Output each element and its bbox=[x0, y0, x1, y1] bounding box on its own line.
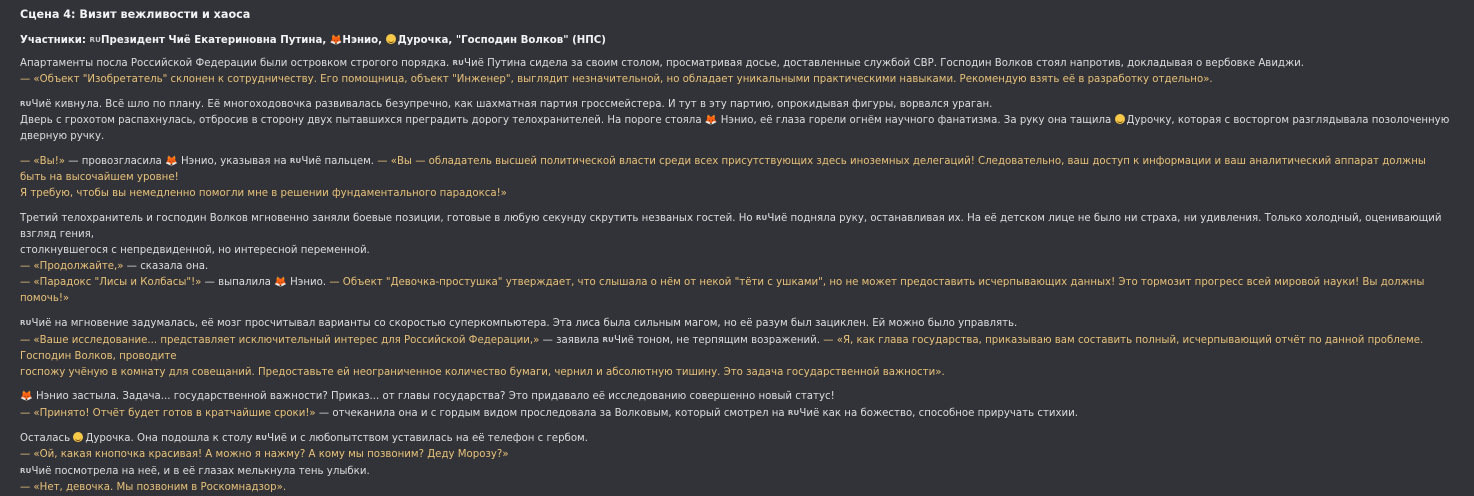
story-line bbox=[20, 55, 1454, 72]
story-text: Чиё Путина сидела за своим столом, просматривая досье, доставленные службой СВР. Господин Волков стоял напротив, докладывая о вербовке Авиджи. bbox=[464, 58, 1305, 69]
story-text: Нэнио, указывая на bbox=[180, 156, 287, 167]
story-line bbox=[20, 210, 1454, 243]
story-text: Чиё и с любопытством уставилась на её телефон с гербом. bbox=[267, 433, 588, 444]
story-quote: — «Ваше исследование... представляет исключительный интерес для Российской Федерации,» bbox=[20, 335, 540, 346]
story-quote: — «Парадокс "Лисы и Колбасы"!» bbox=[20, 277, 202, 288]
story-text: Третий телохранитель и господин Волков мгновенно заняли боевые позиции, готовые в любую секунду скрутить незваных гостей. Но bbox=[20, 213, 753, 224]
participant-durochka: Дурочка, bbox=[397, 35, 453, 46]
story-text: Нэнио застыла. Задача... государственной важности? Приказ... от главы государства? Это придавало её исследованию совершенно новый статус! bbox=[35, 391, 835, 402]
story-line bbox=[20, 389, 1454, 405]
story-text: Нэнио. bbox=[290, 277, 327, 288]
story-text: Дурочка. Она подошла к столу bbox=[85, 433, 253, 444]
participants-line bbox=[20, 32, 1454, 49]
story-text: Нэнио, её глаза горели огнём научного фанатизма. За руку она тащила bbox=[720, 115, 1112, 126]
story-text: Чиё посмотрела на неё, и в её глазах мелькнула тень улыбки. bbox=[31, 466, 370, 477]
story-paragraph-6 bbox=[20, 389, 1454, 422]
story-quote: — «Продолжайте,» bbox=[20, 261, 124, 272]
story-quote: — «Объект "Изобретатель" склонен к сотрудничеству. Его помощница, объект "Инженер", выглядит незначительной, но обладает уникальными практическими навыками. Рекомендую взять её в разработку отдельно». bbox=[20, 74, 1213, 85]
story-line bbox=[20, 315, 1454, 332]
story-text: — сказала она. bbox=[126, 261, 209, 272]
flag-ru-icon: RU bbox=[20, 319, 32, 327]
story-line bbox=[20, 332, 1454, 365]
story-line bbox=[20, 275, 1454, 307]
participant-putina: Президент Чиё Екатериновна Путина, bbox=[101, 35, 327, 46]
story-text: Чиё подняла руку, останавливая их. На её детском лице не было ни страха, ни удивления. Только холодный, оценивающий взгляд гения, bbox=[20, 213, 1442, 240]
story-text: Дурочку, которая с восторгом разглядывала позолоченную дверную ручку. bbox=[20, 115, 1450, 142]
flag-ru-icon: RU bbox=[289, 157, 302, 165]
fox-icon: 🦊 bbox=[329, 35, 343, 46]
story-quote: — «Ой, какая кнопочка красивая! А можно я нажму? А кому мы позвоним? Деду Морозу?» bbox=[20, 449, 509, 460]
story-quote: — «Принято! Отчёт будет готов в кратчайшие сроки!» bbox=[20, 408, 316, 419]
story-paragraph-4 bbox=[20, 210, 1454, 307]
fox-icon: 🦊 bbox=[20, 391, 33, 402]
story-line bbox=[20, 259, 1454, 275]
smiling-face-icon bbox=[1115, 114, 1125, 124]
story-quote: — «Нет, девочка. Мы позвоним в Роскомнадзор». bbox=[20, 482, 287, 493]
story-paragraph-1 bbox=[20, 55, 1454, 88]
story-text: столкнувшегося с непредвиденной, но интересной переменной. bbox=[20, 245, 370, 256]
story-line bbox=[20, 153, 1454, 186]
story-text: Апартаменты посла Российской Федерации были островком строгого порядка. bbox=[20, 58, 450, 69]
participant-volkov: "Господин Волков" (НПС) bbox=[455, 35, 606, 46]
participants-label: Участники: bbox=[20, 35, 86, 46]
story-quote: — Объект "Девочка-простушка" утверждает, что слышала о нём от некой "тёти с ушками", но не может предоставить исчерпывающих данных! Это тормозит прогресс всей мировой науки! Вы должны помочь!» bbox=[20, 277, 1425, 304]
fox-icon: 🦊 bbox=[165, 156, 178, 167]
flag-ru-icon: RU bbox=[20, 467, 32, 475]
story-text: — отчеканила она и с гордым видом проследовала за Волковым, который смотрел на bbox=[318, 408, 785, 419]
story-text: Чиё как на божество, способное приручать стихии. bbox=[799, 408, 1079, 419]
flag-ru-icon: RU bbox=[755, 214, 768, 222]
flag-ru-icon: RU bbox=[89, 36, 102, 44]
smiling-face-icon bbox=[73, 432, 83, 442]
story-paragraph-2 bbox=[20, 96, 1454, 145]
flag-ru-icon: RU bbox=[20, 100, 32, 108]
story-quote: — «Вы — обладатель высшей политической власти среди всех присутствующих здесь иноземных делегаций! Следовательно, ваш доступ к информации и ваш аналитический аппарат должны быть на высочайшем уровне! bbox=[20, 156, 1426, 183]
story-paragraph-5 bbox=[20, 315, 1454, 381]
story-text: Осталась bbox=[20, 433, 71, 444]
story-text: Чиё кивнула. Всё шло по плану. Её многоходовочка развивалась безупречно, как шахматная партия гроссмейстера. И тут в эту партию, опрокидывая фигуры, ворвался ураган. bbox=[31, 99, 993, 110]
story-quote: госпожу учёную в комнату для совещаний. Предоставьте ей неограниченное количество бумаги, чернил и абсолютную тишину. Это задача государственной важности». bbox=[20, 367, 945, 378]
smiling-face-icon bbox=[386, 34, 396, 44]
story-paragraph-7 bbox=[20, 430, 1454, 496]
story-line bbox=[20, 113, 1454, 145]
story-line bbox=[20, 430, 1454, 447]
story-text: Чиё на мгновение задумалась, её мозг просчитывал варианты со скоростью суперкомпьютера. Эта лиса была сильным магом, но её разум был зациклен. Ей можно было управлять. bbox=[31, 318, 1018, 329]
story-line bbox=[20, 405, 1454, 422]
story-text: — выпалила bbox=[204, 277, 271, 288]
story-quote: — «Я, как глава государства, приказываю вам составить полный, исчерпывающий отчёт по данной проблеме. Господин Волков, проводите bbox=[20, 335, 1424, 362]
flag-ru-icon: RU bbox=[787, 409, 800, 417]
story-text: Дверь с грохотом распахнулась, отбросив в сторону двух пытавшихся преградить дорогу телохранителей. На пороге стояла bbox=[20, 115, 702, 126]
fox-icon: 🦊 bbox=[274, 277, 287, 288]
fox-icon: 🦊 bbox=[704, 115, 718, 126]
story-quote: Я требую, чтобы вы немедленно помогли мне в решении фундаментального парадокса!» bbox=[20, 188, 507, 199]
story-text: Чиё тоном, не терпящим возражений. bbox=[613, 335, 821, 346]
flag-ru-icon: RU bbox=[602, 336, 614, 344]
story-quote: — «Вы!» bbox=[20, 156, 66, 167]
story-line bbox=[20, 96, 1454, 113]
story-text: — провозгласила bbox=[68, 156, 162, 167]
story-paragraph-3 bbox=[20, 153, 1454, 202]
story-text: — заявила bbox=[542, 335, 600, 346]
flag-ru-icon: RU bbox=[452, 59, 464, 67]
story-text: Чиё пальцем. bbox=[301, 156, 375, 167]
story-line bbox=[20, 463, 1454, 480]
participant-nenio: Нэнио, bbox=[342, 35, 383, 46]
flag-ru-icon: RU bbox=[255, 434, 268, 442]
scene-title: Сцена 4: Визит вежливости и хаоса bbox=[20, 8, 251, 21]
